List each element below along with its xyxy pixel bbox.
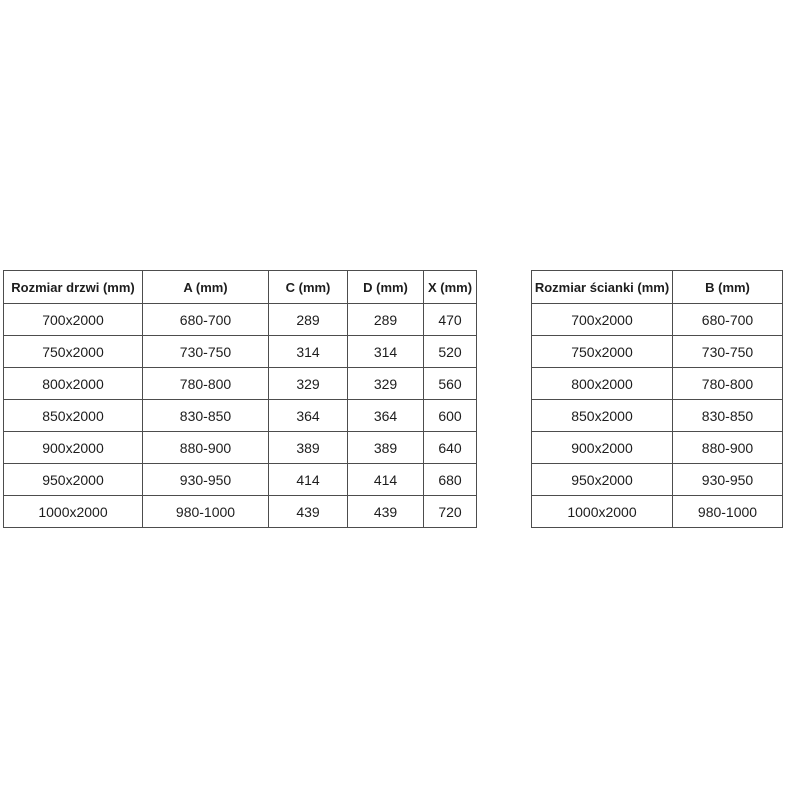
table-cell: 900x2000 [532,432,673,464]
col-header-rozmiar-scianki: Rozmiar ścianki (mm) [532,271,673,304]
table-cell: 750x2000 [532,336,673,368]
table-row [4,400,477,432]
table-cell: 1000x2000 [532,496,673,528]
table-cell: 850x2000 [4,400,143,432]
wall-size-table [531,270,783,528]
table-cell: 850x2000 [532,400,673,432]
table-cell: 289 [348,304,424,336]
table-cell: 950x2000 [4,464,143,496]
table-cell: 389 [348,432,424,464]
table-cell: 314 [348,336,424,368]
table-cell: 880-900 [143,432,269,464]
table-row [532,400,783,432]
table-cell: 680 [424,464,477,496]
table-cell: 600 [424,400,477,432]
table-cell: 730-750 [143,336,269,368]
table-cell: 414 [348,464,424,496]
table-cell: 930-950 [143,464,269,496]
table-cell: 439 [269,496,348,528]
table-cell: 980-1000 [673,496,783,528]
table-row [4,464,477,496]
table-row [532,368,783,400]
col-header-c: C (mm) [269,271,348,304]
col-header-rozmiar-drzwi: Rozmiar drzwi (mm) [4,271,143,304]
door-size-table [3,270,477,528]
table-cell: 1000x2000 [4,496,143,528]
header-row [4,271,477,304]
col-header-x: X (mm) [424,271,477,304]
table-cell: 780-800 [143,368,269,400]
table-row [532,432,783,464]
table-cell: 314 [269,336,348,368]
col-header-b: B (mm) [673,271,783,304]
table-cell: 930-950 [673,464,783,496]
table-cell: 980-1000 [143,496,269,528]
table-cell: 800x2000 [532,368,673,400]
table-cell: 700x2000 [532,304,673,336]
table-cell: 720 [424,496,477,528]
table-cell: 900x2000 [4,432,143,464]
header-row [532,271,783,304]
table-cell: 364 [348,400,424,432]
table-row [532,464,783,496]
table-row [4,304,477,336]
col-header-a: A (mm) [143,271,269,304]
table-cell: 780-800 [673,368,783,400]
table-cell: 830-850 [673,400,783,432]
table-cell: 750x2000 [4,336,143,368]
table-cell: 830-850 [143,400,269,432]
table-cell: 800x2000 [4,368,143,400]
col-header-d: D (mm) [348,271,424,304]
table-cell: 880-900 [673,432,783,464]
table-cell: 329 [269,368,348,400]
table-row [4,432,477,464]
table-cell: 289 [269,304,348,336]
table-cell: 439 [348,496,424,528]
table-cell: 700x2000 [4,304,143,336]
table-row [4,368,477,400]
table-row [4,496,477,528]
table-row [532,496,783,528]
table-cell: 470 [424,304,477,336]
table-cell: 364 [269,400,348,432]
table-cell: 329 [348,368,424,400]
table-cell: 389 [269,432,348,464]
table-row [532,304,783,336]
table-cell: 520 [424,336,477,368]
table-cell: 950x2000 [532,464,673,496]
table-cell: 640 [424,432,477,464]
table-cell: 680-700 [143,304,269,336]
table-cell: 560 [424,368,477,400]
table-cell: 680-700 [673,304,783,336]
table-row [4,336,477,368]
table-cell: 730-750 [673,336,783,368]
table-row [532,336,783,368]
table-cell: 414 [269,464,348,496]
